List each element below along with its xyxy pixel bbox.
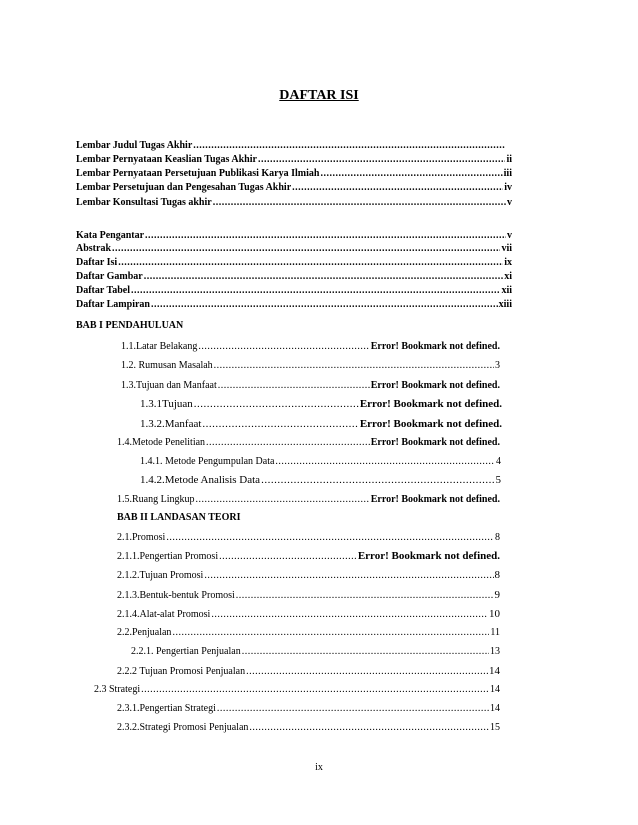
toc-entry-page: 11 (490, 627, 500, 638)
toc-entry-label: 1.1.Latar Belakang (121, 341, 198, 352)
toc-entry-page: 3 (495, 360, 500, 371)
toc-entry-label: Daftar Lampiran (76, 299, 150, 310)
toc-entry-label: Daftar Gambar (76, 271, 143, 282)
toc-entry[interactable] (76, 197, 512, 209)
toc-entry[interactable] (76, 154, 512, 166)
toc-entry-label: Kata Pengantar (76, 230, 145, 241)
toc-entry-page: iv (504, 182, 512, 193)
toc-entry-page: v (507, 197, 512, 208)
toc-entry[interactable] (117, 437, 500, 449)
toc-entry-label: 2.2.Penjualan (117, 627, 172, 638)
toc-entry-label: 2.3.1.Pengertian Strategi (117, 703, 216, 714)
toc-entry[interactable] (76, 168, 512, 180)
toc-entry-label: 2.3 Strategi (94, 684, 141, 695)
toc-entry-label: Lembar Persetujuan dan Pengesahan Tugas Akhir (76, 182, 292, 193)
toc-entry-page: 13 (490, 646, 500, 657)
toc-entry[interactable] (76, 271, 512, 283)
toc-entry-page: Error! Bookmark not defined. (370, 437, 500, 448)
toc-entry[interactable] (117, 703, 500, 715)
toc-entry-label: 2.1.2.Tujuan Promosi (117, 570, 204, 581)
toc-entry-page: xi (504, 271, 512, 282)
toc-entry-label: Lembar Pernyataan Keaslian Tugas Akhir (76, 154, 257, 165)
toc-entry-label: 2.1.1.Pengertian Promosi (117, 551, 219, 562)
toc-entry[interactable] (76, 243, 512, 255)
toc-entry-page: 8 (495, 532, 500, 543)
toc-entry[interactable] (117, 494, 500, 506)
toc-entry-page: 14 (490, 684, 500, 695)
toc-entry-page: 5 (495, 474, 501, 486)
toc-entry-label: 1.4.2.Metode Analisis Data (140, 474, 261, 486)
toc-entry[interactable] (117, 532, 500, 544)
toc-entry-label: Lembar Konsultasi Tugas akhir (76, 197, 212, 208)
toc-entry[interactable] (140, 418, 502, 430)
toc-entry-page: vii (501, 243, 512, 254)
toc-entry-label: Daftar Isi (76, 257, 118, 268)
toc-entry-page: 14 (489, 665, 500, 677)
toc-entry-label: 2.1.4.Alat-alat Promosi (117, 609, 211, 620)
toc-entry-page: Error! Bookmark not defined. (370, 380, 500, 391)
toc-entry[interactable] (140, 474, 501, 486)
page-number: ix (315, 762, 323, 773)
toc-entry-page: Error! Bookmark not defined. (370, 494, 500, 505)
toc-entry-label: Abstrak (76, 243, 112, 254)
toc-entry-label: 1.2. Rumusan Masalah (121, 360, 213, 371)
toc-entry[interactable] (117, 665, 500, 678)
toc-entry[interactable] (117, 569, 500, 582)
toc-entry-label: 1.4.1. Metode Pengumpulan Data (140, 456, 275, 467)
toc-entry-page: Error! Bookmark not defined. (370, 341, 500, 352)
toc-entry[interactable] (140, 456, 501, 468)
chapter-heading[interactable]: BAB II LANDASAN TEORI (117, 512, 241, 523)
toc-entry[interactable] (76, 299, 512, 311)
toc-entry-page: xii (501, 285, 512, 296)
toc-entry-page: ix (504, 257, 512, 268)
toc-entry-page: iii (503, 168, 512, 179)
toc-entry[interactable] (140, 398, 502, 410)
toc-entry-label: 2.1.Promosi (117, 532, 166, 543)
toc-entry[interactable] (117, 608, 500, 621)
page-title: DAFTAR ISI (279, 88, 359, 103)
toc-entry-label: 1.5.Ruang Lingkup (117, 494, 195, 505)
toc-entry-label: 1.4.Metode Penelitian (117, 437, 206, 448)
toc-entry[interactable] (121, 380, 500, 392)
toc-entry-page: 10 (489, 608, 500, 620)
toc-entry-label: 1.3.2.Manfaat (140, 418, 202, 430)
toc-entry-label: 1.3.1Tujuan (140, 398, 193, 410)
toc-entry[interactable] (76, 140, 506, 152)
toc-entry[interactable] (76, 230, 512, 242)
toc-entry[interactable] (131, 646, 500, 658)
toc-entry[interactable] (117, 722, 500, 734)
toc-entry-page: 9 (494, 589, 500, 601)
toc-entry-page: xiii (498, 299, 512, 310)
toc-entry-page: 15 (490, 722, 500, 733)
toc-entry-label: 2.3.2.Strategi Promosi Penjualan (117, 722, 249, 733)
toc-entry-label: 2.1.3.Bentuk-bentuk Promosi (117, 590, 235, 601)
toc-entry-page: v (507, 230, 512, 241)
toc-entry-label: Daftar Tabel (76, 285, 130, 296)
toc-entry-page: 14 (490, 703, 500, 714)
toc-entry[interactable] (121, 341, 500, 353)
toc-entry[interactable] (117, 589, 500, 602)
toc-entry[interactable] (117, 550, 500, 563)
toc-entry-page: 8 (494, 569, 500, 581)
toc-entry-label: 1.3.Tujuan dan Manfaat (121, 380, 217, 391)
toc-entry[interactable] (76, 285, 512, 297)
chapter-heading[interactable]: BAB I PENDAHULUAN (76, 320, 184, 331)
toc-entry-page: Error! Bookmark not defined. (359, 398, 502, 410)
toc-entry-page: 4 (496, 456, 501, 467)
toc-entry-label: Lembar Pernyataan Persetujuan Publikasi Karya Ilmiah (76, 168, 320, 179)
toc-entry[interactable] (76, 257, 512, 269)
toc-entry-label: 2.2.1. Pengertian Penjualan (131, 646, 241, 657)
toc-entry-label: 2.2.2 Tujuan Promosi Penjualan (117, 666, 246, 677)
toc-entry-page: ii (506, 154, 512, 165)
toc-entry-label: Lembar Judul Tugas Akhir (76, 140, 193, 151)
toc-entry-page: Error! Bookmark not defined. (359, 418, 502, 430)
toc-entry[interactable] (121, 360, 500, 372)
toc-entry[interactable] (94, 684, 500, 696)
toc-entry[interactable] (76, 182, 512, 194)
toc-entry-page: Error! Bookmark not defined. (357, 550, 500, 562)
toc-entry[interactable] (117, 627, 500, 639)
